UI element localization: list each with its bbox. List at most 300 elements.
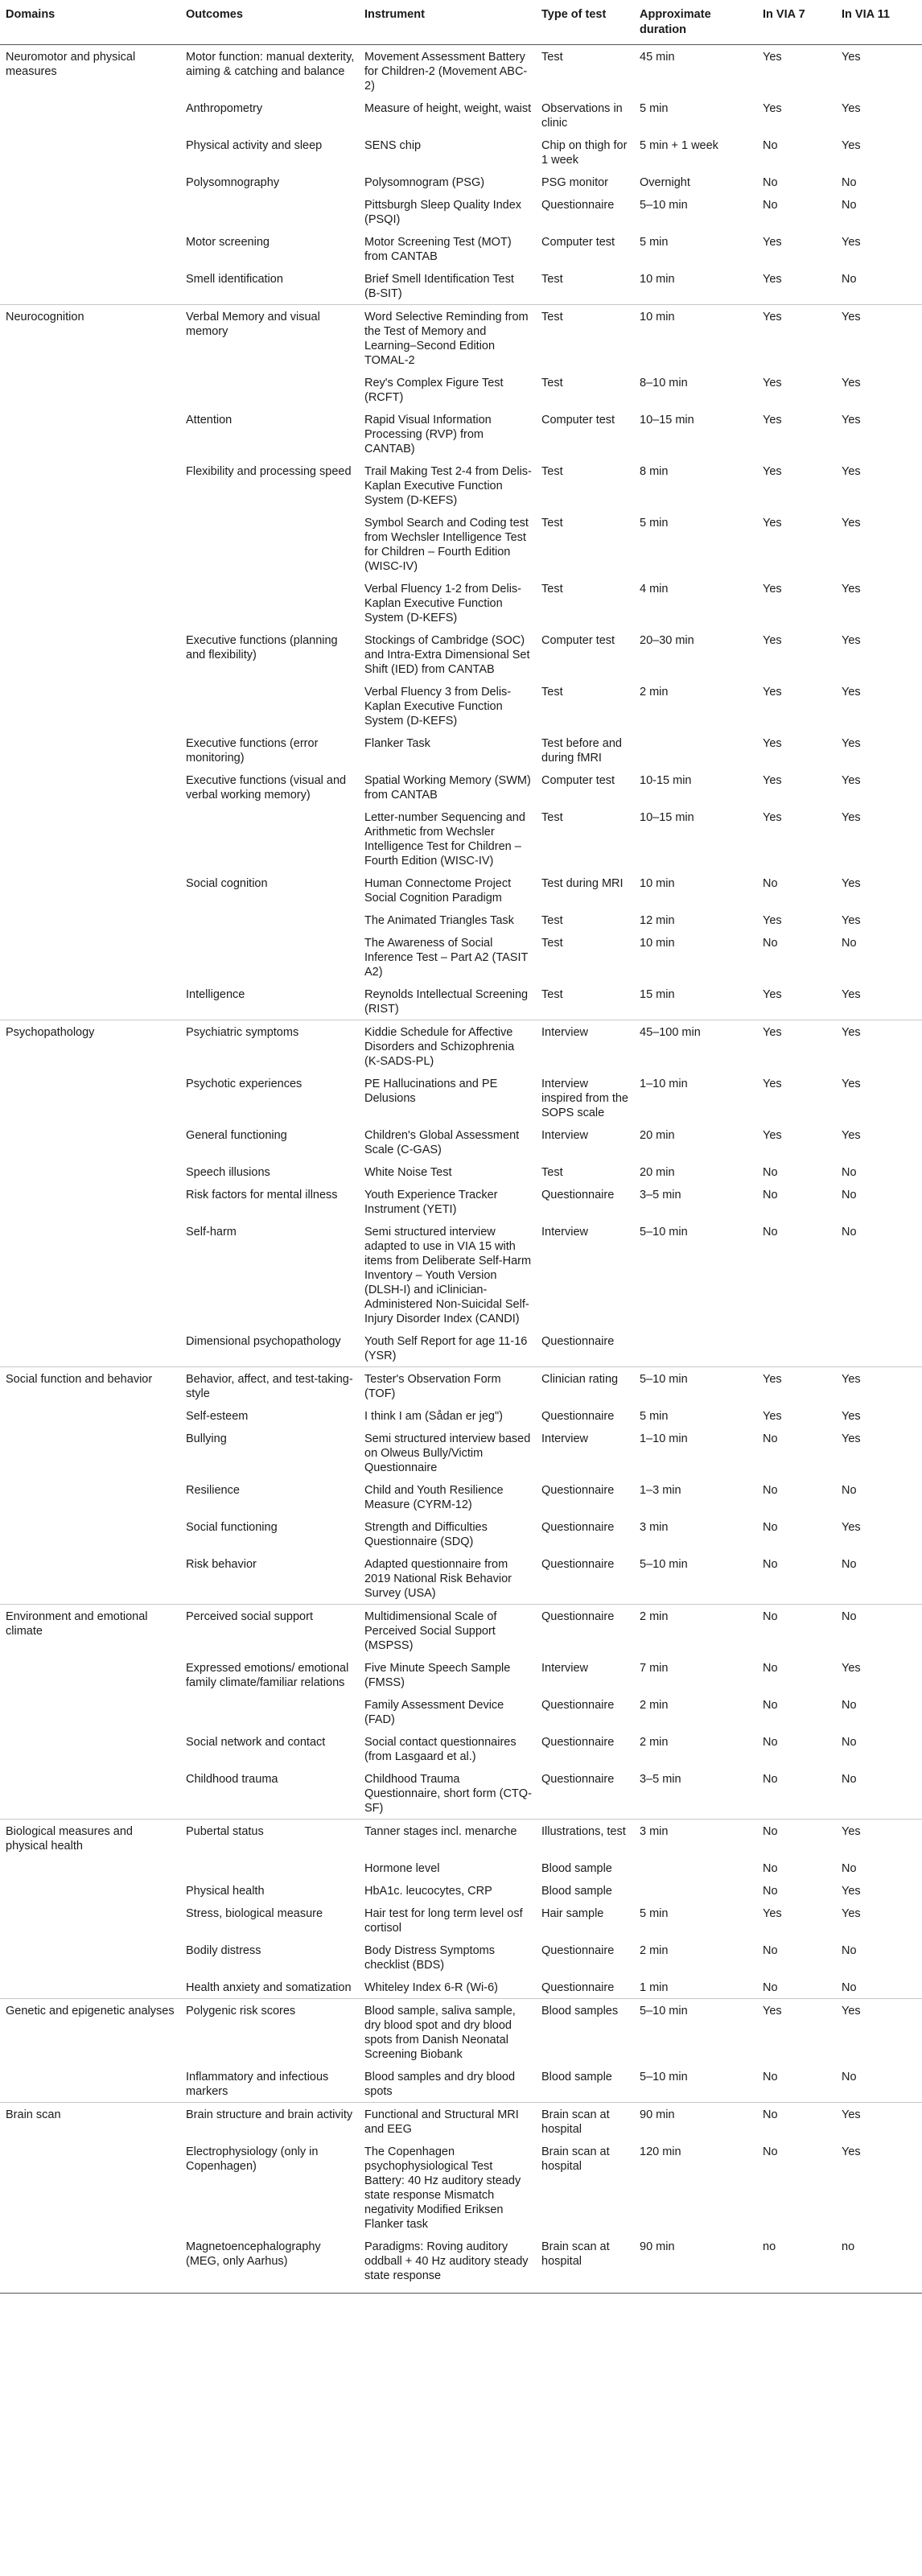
via11-cell: Yes — [842, 634, 861, 647]
domain-cell: Psychopathology — [0, 1020, 181, 1073]
domain-cell — [0, 230, 181, 267]
outcome-cell: Executive functions (visual and verbal working memory) — [186, 774, 347, 802]
outcome-cell: Expressed emotions/ emotional family climate/familiar relations — [186, 1662, 349, 1689]
instrument-cell: Measure of height, weight, waist — [364, 102, 532, 115]
header-in-via-7: In VIA 7 — [758, 0, 837, 45]
table-row — [0, 511, 922, 577]
outcome-cell: Self-harm — [186, 1226, 237, 1239]
via11-cell: Yes — [837, 1020, 922, 1073]
type-cell: Illustrations, test — [537, 1820, 635, 1857]
outcome-cell: Stress, biological measure — [186, 1907, 323, 1920]
table-row — [0, 1902, 922, 1939]
via11-cell: No — [842, 1558, 857, 1571]
duration-cell: 1–3 min — [640, 1484, 681, 1497]
type-cell: Computer test — [541, 236, 615, 249]
via11-cell: No — [842, 1166, 857, 1179]
type-cell: Test — [541, 517, 563, 530]
domain-cell — [0, 371, 181, 408]
header-outcomes: Outcomes — [181, 0, 360, 45]
outcome-cell: Flexibility and processing speed — [186, 465, 352, 478]
domain-cell: Environment and emotional climate — [0, 1605, 181, 1657]
via7-cell: No — [763, 1885, 778, 1898]
header-domains: Domains — [0, 0, 181, 45]
instrument-cell: Hormone level — [364, 1862, 440, 1875]
via7-cell: No — [763, 2145, 778, 2158]
instrument-cell: Word Selective Reminding from the Test of Memory and Learning–Second Edition TOMAL-2 — [360, 305, 537, 372]
via11-cell: No — [842, 1699, 857, 1712]
duration-cell: Overnight — [640, 176, 690, 189]
table-row — [0, 1123, 922, 1160]
table-row — [0, 1939, 922, 1976]
via11-cell: No — [842, 199, 857, 212]
domain-cell — [0, 97, 181, 134]
domain-cell: Brain scan — [0, 2103, 181, 2141]
domain-cell: Social function and behavior — [0, 1367, 181, 1405]
duration-cell: 3 min — [635, 1820, 758, 1857]
duration-cell: 2 min — [640, 1736, 669, 1749]
instrument-cell: Adapted questionnaire from 2019 National Risk Behavior Survey (USA) — [364, 1558, 512, 1600]
duration-cell: 15 min — [640, 988, 675, 1001]
outcome-cell — [181, 371, 360, 408]
table-row — [0, 230, 922, 267]
via7-cell: Yes — [763, 1129, 782, 1142]
duration-cell: 10 min — [640, 877, 675, 890]
domain-cell — [0, 171, 181, 193]
via7-cell: Yes — [758, 1999, 837, 2066]
table-row — [0, 45, 922, 97]
table-row — [0, 909, 922, 931]
duration-cell: 10–15 min — [640, 414, 694, 427]
outcome-cell: Psychotic experiences — [186, 1078, 303, 1090]
type-cell: Blood samples — [537, 1999, 635, 2066]
table-row — [0, 460, 922, 511]
outcome-cell: Behavior, affect, and test-taking-style — [181, 1367, 360, 1405]
outcome-cell: Polygenic risk scores — [181, 1999, 360, 2066]
via11-cell: No — [842, 1944, 857, 1957]
via7-cell: Yes — [763, 634, 782, 647]
domain-cell: Neuromotor and physical measures — [6, 51, 136, 78]
via11-cell: Yes — [837, 1999, 922, 2066]
table-row — [0, 983, 922, 1020]
via11-cell: No — [842, 1189, 857, 1201]
outcome-cell: Motor screening — [186, 236, 270, 249]
table-row — [0, 1820, 922, 1857]
type-cell: Questionnaire — [541, 1699, 615, 1712]
domain-cell — [0, 1072, 181, 1123]
table-row — [0, 1220, 922, 1329]
duration-cell: 5–10 min — [640, 199, 688, 212]
instrument-cell: Semi structured interview based on Olweus Bully/Victim Questionnaire — [364, 1432, 531, 1474]
table-row — [0, 2103, 922, 2141]
duration-cell: 1–10 min — [640, 1078, 688, 1090]
domain-cell — [0, 769, 181, 806]
duration-cell: 10 min — [635, 305, 758, 372]
instrument-cell: Tanner stages incl. menarche — [360, 1820, 537, 1857]
via11-cell: No — [842, 1981, 857, 1994]
type-cell: Test — [541, 51, 563, 64]
table-row — [0, 305, 922, 372]
domain-cell — [0, 732, 181, 769]
via7-cell: No — [763, 877, 778, 890]
duration-cell: 8–10 min — [640, 377, 688, 389]
instrument-cell: Five Minute Speech Sample (FMSS) — [364, 1662, 511, 1689]
outcome-cell: Risk factors for mental illness — [186, 1189, 338, 1201]
type-cell: Computer test — [541, 414, 615, 427]
type-cell: Test — [541, 583, 563, 596]
via11-cell: Yes — [842, 51, 861, 64]
outcome-cell: Dimensional psychopathology — [186, 1335, 341, 1348]
domain-cell — [0, 629, 181, 680]
domain-cell: Neurocognition — [0, 305, 181, 372]
type-cell: Blood sample — [541, 2071, 612, 2083]
via7-cell: Yes — [763, 273, 782, 286]
type-cell: Questionnaire — [541, 1736, 615, 1749]
instrument-cell: Letter-number Sequencing and Arithmetic from Wechsler Intelligence Test for Children – Fourth Edition (WISC-IV) — [364, 811, 525, 868]
via7-cell: Yes — [763, 414, 782, 427]
type-cell: Questionnaire — [541, 1335, 615, 1348]
domain-cell — [0, 1879, 181, 1902]
via7-cell: No — [763, 1484, 778, 1497]
table-row — [0, 1857, 922, 1879]
via7-cell: No — [763, 1662, 778, 1675]
domain-cell — [0, 511, 181, 577]
table-row — [0, 97, 922, 134]
instrument-cell: Hair test for long term level osf cortisol — [364, 1907, 523, 1935]
domain-cell — [0, 1404, 181, 1427]
instrument-cell: Youth Experience Tracker Instrument (YETI) — [364, 1189, 498, 1216]
via11-cell: Yes — [842, 236, 861, 249]
instrument-cell: The Animated Triangles Task — [364, 914, 514, 927]
outcome-cell: Risk behavior — [186, 1558, 257, 1571]
outcome-cell: Brain structure and brain activity — [181, 2103, 360, 2141]
type-cell: Interview inspired from the SOPS scale — [541, 1078, 628, 1119]
table-row — [0, 134, 922, 171]
domain-cell: Genetic and epigenetic analyses — [0, 1999, 181, 2066]
domain-cell — [0, 460, 181, 511]
instrument-cell: Pittsburgh Sleep Quality Index (PSQI) — [364, 199, 522, 226]
type-cell: Hair sample — [541, 1907, 604, 1920]
domain-cell — [0, 408, 181, 460]
duration-cell: 5–10 min — [640, 1558, 688, 1571]
duration-cell: 3 min — [640, 1521, 669, 1534]
duration-cell — [635, 732, 758, 769]
instrument-cell: Rapid Visual Information Processing (RVP) from CANTAB) — [364, 414, 492, 455]
outcome-cell: Speech illusions — [186, 1166, 270, 1179]
type-cell: Interview — [541, 1129, 589, 1142]
via11-cell: Yes — [842, 1410, 861, 1423]
via11-cell: Yes — [842, 877, 861, 890]
duration-cell — [635, 1857, 758, 1879]
type-cell: Interview — [541, 1432, 589, 1445]
type-cell: Questionnaire — [541, 1410, 615, 1423]
via11-cell: Yes — [842, 465, 861, 478]
outcome-cell: Health anxiety and somatization — [186, 1981, 352, 1994]
instrument-cell: Children's Global Assessment Scale (C-GAS) — [364, 1129, 520, 1156]
via11-cell: No — [842, 2071, 857, 2083]
outcome-cell: Psychiatric symptoms — [181, 1020, 360, 1073]
table-row — [0, 872, 922, 909]
instrument-cell: Strength and Difficulties Questionnaire (SDQ) — [364, 1521, 488, 1548]
via11-cell: Yes — [842, 139, 861, 152]
via7-cell: Yes — [763, 102, 782, 115]
type-cell: Questionnaire — [541, 1558, 615, 1571]
outcome-cell — [181, 511, 360, 577]
via11-cell: Yes — [842, 1662, 861, 1675]
type-cell: Computer test — [541, 634, 615, 647]
via11-cell: Yes — [842, 1521, 861, 1534]
via11-cell: Yes — [842, 583, 861, 596]
via7-cell: Yes — [763, 737, 782, 750]
table-body — [0, 45, 922, 2294]
via7-cell: Yes — [763, 583, 782, 596]
type-cell: Questionnaire — [541, 1189, 615, 1201]
table-row — [0, 629, 922, 680]
duration-cell — [635, 1329, 758, 1367]
outcome-cell: Physical health — [186, 1885, 265, 1898]
via11-cell: No — [837, 1605, 922, 1657]
duration-cell: 5–10 min — [640, 2071, 688, 2083]
header-approximate-duration: Approximate duration — [635, 0, 758, 45]
duration-cell: 5 min — [640, 102, 669, 115]
duration-cell — [635, 1879, 758, 1902]
table-row — [0, 1767, 922, 1820]
via7-cell: No — [758, 1820, 837, 1857]
table-row — [0, 1020, 922, 1073]
via7-cell: No — [763, 1432, 778, 1445]
duration-cell: 1–10 min — [640, 1432, 688, 1445]
type-cell: Test during MRI — [541, 877, 624, 890]
domain-cell — [0, 983, 181, 1020]
domain-cell — [0, 1478, 181, 1515]
domain-cell — [0, 931, 181, 983]
domain-cell — [0, 2065, 181, 2103]
instrument-cell: Motor Screening Test (MOT) from CANTAB — [364, 236, 512, 263]
outcome-cell: Childhood trauma — [186, 1773, 278, 1786]
instrument-cell: Flanker Task — [364, 737, 430, 750]
type-cell: Interview — [541, 1662, 589, 1675]
table-row — [0, 1656, 922, 1693]
duration-cell: 5–10 min — [635, 1367, 758, 1405]
table-row — [0, 1552, 922, 1605]
outcome-cell: Magnetoencephalography (MEG, only Aarhus) — [181, 2235, 360, 2294]
type-cell: Questionnaire — [541, 1981, 615, 1994]
domain-cell — [0, 1427, 181, 1478]
instrument-cell: White Noise Test — [364, 1166, 452, 1179]
via11-cell: Yes — [842, 774, 861, 787]
instrument-cell: Youth Self Report for age 11-16 (YSR) — [364, 1335, 528, 1362]
table-row — [0, 1999, 922, 2066]
type-cell: Brain scan at hospital — [537, 2103, 635, 2141]
domain-cell — [0, 909, 181, 931]
table-row — [0, 732, 922, 769]
outcome-cell — [181, 193, 360, 230]
duration-cell: 20 min — [640, 1166, 675, 1179]
outcome-cell: Attention — [186, 414, 233, 427]
via7-cell: no — [758, 2235, 837, 2294]
table-row — [0, 2235, 922, 2294]
header-instrument: Instrument — [360, 0, 537, 45]
via7-cell: No — [763, 139, 778, 152]
via11-cell: Yes — [842, 1078, 861, 1090]
outcome-cell — [181, 1857, 360, 1879]
outcome-cell: Social network and contact — [186, 1736, 326, 1749]
instrument-cell: Rey's Complex Figure Test (RCFT) — [364, 377, 504, 404]
duration-cell: 2 min — [640, 1699, 669, 1712]
domain-cell — [0, 134, 181, 171]
type-cell: Observations in clinic — [541, 102, 623, 130]
via7-cell: Yes — [763, 686, 782, 699]
instrument-cell: Polysomnogram (PSG) — [364, 176, 485, 189]
via7-cell: No — [763, 1558, 778, 1571]
instrument-cell: Childhood Trauma Questionnaire, short form (CTQ-SF) — [364, 1773, 532, 1815]
domain-cell — [0, 1183, 181, 1220]
duration-cell: 45–100 min — [635, 1020, 758, 1073]
via7-cell: Yes — [763, 1907, 782, 1920]
type-cell: Brain scan at hospital — [541, 2145, 610, 2173]
duration-cell: 2 min — [640, 686, 669, 699]
domain-cell — [0, 2140, 181, 2235]
via11-cell: No — [842, 1773, 857, 1786]
domain-cell — [0, 1160, 181, 1183]
instrument-cell: Body Distress Symptoms checklist (BDS) — [364, 1944, 495, 1972]
duration-cell: 2 min — [640, 1944, 669, 1957]
domain-cell — [0, 1220, 181, 1329]
duration-cell: 20–30 min — [640, 634, 694, 647]
via7-cell: Yes — [763, 517, 782, 530]
header-row — [0, 0, 922, 45]
domain-cell — [0, 1329, 181, 1367]
instrument-cell: Spatial Working Memory (SWM) from CANTAB — [364, 774, 531, 802]
duration-cell: 3–5 min — [640, 1773, 681, 1786]
outcome-cell: Bullying — [186, 1432, 227, 1445]
via7-cell: No — [763, 1862, 778, 1875]
via7-cell: No — [763, 199, 778, 212]
via7-cell: Yes — [758, 1020, 837, 1073]
domain-cell — [0, 1656, 181, 1693]
via7-cell: No — [763, 937, 778, 950]
type-cell: Questionnaire — [541, 1484, 615, 1497]
header-in-via-11: In VIA 11 — [837, 0, 922, 45]
outcome-cell — [181, 1693, 360, 1730]
duration-cell: 120 min — [640, 2145, 681, 2158]
table-row — [0, 371, 922, 408]
domain-cell — [0, 1552, 181, 1605]
instrument-cell: Whiteley Index 6-R (Wi-6) — [364, 1981, 498, 1994]
instrument-cell: Reynolds Intellectual Screening (RIST) — [364, 988, 529, 1016]
duration-cell: 8 min — [640, 465, 669, 478]
outcome-cell: Pubertal status — [181, 1820, 360, 1857]
via7-cell: Yes — [758, 305, 837, 372]
table-row — [0, 680, 922, 732]
outcome-cell: Executive functions (planning and flexibility) — [186, 634, 338, 662]
via11-cell: Yes — [842, 2145, 861, 2158]
outcome-cell: Anthropometry — [186, 102, 263, 115]
via7-cell: No — [763, 1773, 778, 1786]
outcome-cell: Bodily distress — [186, 1944, 261, 1957]
domain-cell — [0, 872, 181, 909]
table-row — [0, 1427, 922, 1478]
via11-cell — [837, 1329, 922, 1367]
type-cell: Test — [541, 988, 563, 1001]
duration-cell: 3–5 min — [640, 1189, 681, 1201]
type-cell: Blood sample — [541, 1885, 612, 1898]
type-cell: Test — [541, 273, 563, 286]
via11-cell: Yes — [842, 686, 861, 699]
table-row — [0, 1404, 922, 1427]
type-cell: Test — [541, 811, 563, 824]
instrument-cell: Tester's Observation Form (TOF) — [360, 1367, 537, 1405]
domain-cell — [0, 1857, 181, 1879]
type-cell: PSG monitor — [541, 176, 608, 189]
via11-cell: No — [842, 1736, 857, 1749]
duration-cell: 5 min — [640, 236, 669, 249]
instrument-cell: Family Assessment Device (FAD) — [364, 1699, 504, 1726]
via7-cell: Yes — [763, 774, 782, 787]
table-row — [0, 408, 922, 460]
type-cell: Test — [541, 686, 563, 699]
via11-cell: no — [837, 2235, 922, 2294]
via11-cell: Yes — [842, 1907, 861, 1920]
type-cell: Test — [541, 1166, 563, 1179]
type-cell: Questionnaire — [537, 1605, 635, 1657]
table-row — [0, 806, 922, 872]
instrument-cell: Kiddie Schedule for Affective Disorders and Schizophrenia (K-SADS-PL) — [360, 1020, 537, 1073]
via7-cell: Yes — [763, 236, 782, 249]
domain-cell — [0, 1123, 181, 1160]
via11-cell: Yes — [837, 2103, 922, 2141]
outcome-cell — [181, 909, 360, 931]
table-row — [0, 1605, 922, 1657]
via7-cell: Yes — [763, 465, 782, 478]
duration-cell: 10–15 min — [640, 811, 694, 824]
domain-cell — [0, 1730, 181, 1767]
instrument-cell: Trail Making Test 2-4 from Delis-Kaplan Executive Function System (D-KEFS) — [364, 465, 532, 507]
type-cell: Blood sample — [541, 1862, 612, 1875]
type-cell: Brain scan at hospital — [537, 2235, 635, 2294]
via7-cell: Yes — [763, 1078, 782, 1090]
domain-cell — [0, 1939, 181, 1976]
domain-cell — [0, 1767, 181, 1820]
via7-cell: No — [758, 2103, 837, 2141]
outcome-cell: Inflammatory and infectious markers — [186, 2071, 329, 2098]
via11-cell: No — [842, 937, 857, 950]
type-cell: Test — [541, 377, 563, 389]
via7-cell: Yes — [763, 1410, 782, 1423]
via11-cell: No — [842, 273, 857, 286]
duration-cell: 5 min + 1 week — [640, 139, 718, 152]
table-row — [0, 171, 922, 193]
via11-cell: Yes — [842, 517, 861, 530]
via11-cell: Yes — [842, 1129, 861, 1142]
type-cell: Chip on thigh for 1 week — [541, 139, 628, 167]
domain-cell — [0, 1976, 181, 1999]
via11-cell: Yes — [842, 1885, 861, 1898]
outcome-cell: Intelligence — [186, 988, 245, 1001]
instrument-cell: Child and Youth Resilience Measure (CYRM-12) — [364, 1484, 504, 1511]
via7-cell: Yes — [763, 377, 782, 389]
instrument-cell: Social contact questionnaires (from Lasgaard et al.) — [364, 1736, 517, 1763]
domain-cell — [0, 267, 181, 305]
type-cell: Questionnaire — [541, 1944, 615, 1957]
table-row — [0, 1478, 922, 1515]
via11-cell: Yes — [842, 102, 861, 115]
via7-cell: Yes — [763, 51, 782, 64]
table-row — [0, 1367, 922, 1405]
via11-cell: Yes — [842, 1432, 861, 1445]
instrument-cell: The Awareness of Social Inference Test – Part A2 (TASIT A2) — [364, 937, 529, 979]
instrument-cell: Human Connectome Project Social Cognition Paradigm — [364, 877, 512, 905]
type-cell: Questionnaire — [541, 199, 615, 212]
